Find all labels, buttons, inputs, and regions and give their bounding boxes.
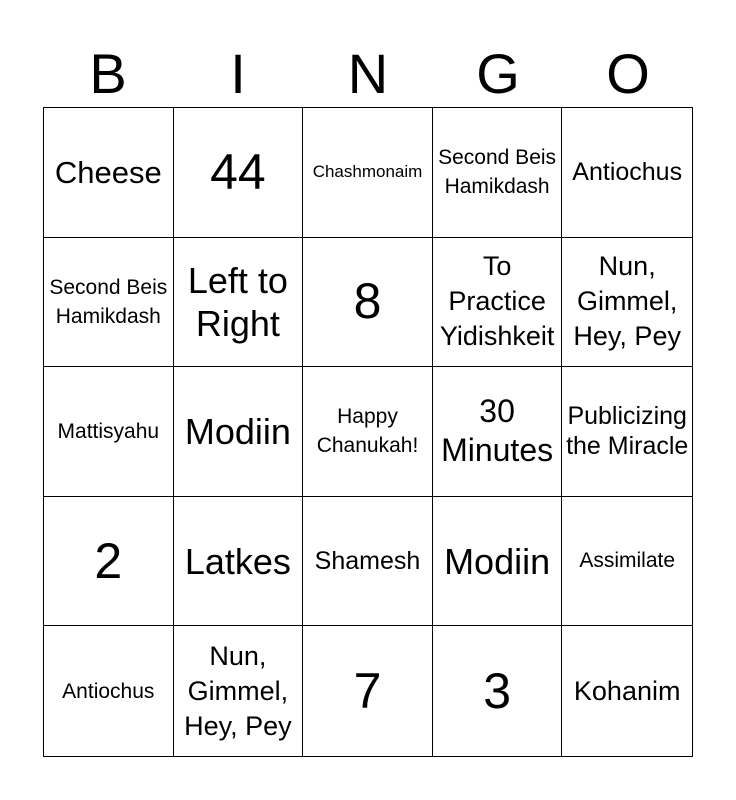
header-letter-o: O	[606, 42, 650, 105]
bingo-cell-r4c5[interactable]	[562, 497, 692, 627]
bingo-cell-r2c4[interactable]	[433, 238, 563, 368]
header-letter-i: I	[230, 42, 246, 105]
bingo-cell-r4c2[interactable]	[174, 497, 304, 627]
cell-text: Antiochus	[572, 158, 683, 187]
cell-text: Shamesh	[314, 547, 421, 576]
bingo-cell-r4c1[interactable]	[44, 497, 174, 627]
cell-text: 30 Minutes	[441, 393, 554, 469]
cell-text: Latkes	[184, 540, 291, 582]
bingo-cell-r2c1[interactable]	[44, 238, 174, 368]
header-letter-b: B	[89, 42, 127, 105]
bingo-cell-r1c1[interactable]	[44, 108, 174, 238]
cell-text: Mattisyahu	[57, 419, 160, 443]
cell-text: Modiin	[184, 410, 291, 452]
cell-text: 2	[94, 532, 123, 589]
bingo-header	[43, 40, 693, 108]
cell-text: To Practice Yidishkeit	[439, 251, 555, 352]
bingo-cell-r3c5[interactable]	[562, 367, 692, 497]
cell-text: Second Beis Hamikdash	[438, 145, 557, 199]
bingo-cell-r4c3[interactable]	[303, 497, 433, 627]
bingo-cell-r1c2[interactable]	[174, 108, 304, 238]
cell-text: 44	[210, 143, 266, 200]
bingo-cell-r2c3[interactable]	[303, 238, 433, 368]
cell-text: Happy Chanukah!	[316, 405, 419, 458]
bingo-cell-r3c1[interactable]	[44, 367, 174, 497]
cell-text: Left to Right	[187, 259, 288, 344]
bingo-cell-r1c4[interactable]	[433, 108, 563, 238]
bingo-cell-r4c4[interactable]	[433, 497, 563, 627]
bingo-cell-r2c5[interactable]	[562, 238, 692, 368]
cell-text: Cheese	[54, 154, 162, 190]
bingo-board	[43, 107, 693, 757]
bingo-cell-r5c4[interactable]	[433, 626, 563, 756]
bingo-cell-r5c3[interactable]	[303, 626, 433, 756]
cell-text: Modiin	[444, 540, 551, 582]
bingo-cell-r1c5[interactable]	[562, 108, 692, 238]
bingo-cell-r2c2[interactable]	[174, 238, 304, 368]
header-letter-n: N	[347, 42, 389, 105]
cell-text: Assimilate	[579, 549, 676, 573]
cell-text: 7	[353, 662, 382, 719]
bingo-cell-r1c3[interactable]	[303, 108, 433, 238]
cell-text: Kohanim	[573, 675, 681, 706]
bingo-cell-r5c5[interactable]	[562, 626, 692, 756]
cell-text: Nun, Gimmel, Hey, Pey	[184, 640, 292, 741]
cell-text: Nun, Gimmel, Hey, Pey	[573, 251, 681, 352]
header-letter-g: G	[476, 42, 520, 105]
cell-text: Second Beis Hamikdash	[49, 275, 168, 328]
cell-text: 8	[353, 273, 382, 330]
bingo-cell-r5c2[interactable]	[174, 626, 304, 756]
bingo-cell-r3c3[interactable]	[303, 367, 433, 497]
bingo-cell-r5c1[interactable]	[44, 626, 174, 756]
cell-text: Chashmonaim	[312, 162, 423, 182]
cell-text: Publicizing the Miracle	[566, 402, 689, 461]
bingo-cell-r3c2[interactable]	[174, 367, 304, 497]
bingo-cell-r3c4[interactable]	[433, 367, 563, 497]
cell-text: 3	[483, 662, 511, 719]
cell-text: Antiochus	[62, 679, 155, 703]
